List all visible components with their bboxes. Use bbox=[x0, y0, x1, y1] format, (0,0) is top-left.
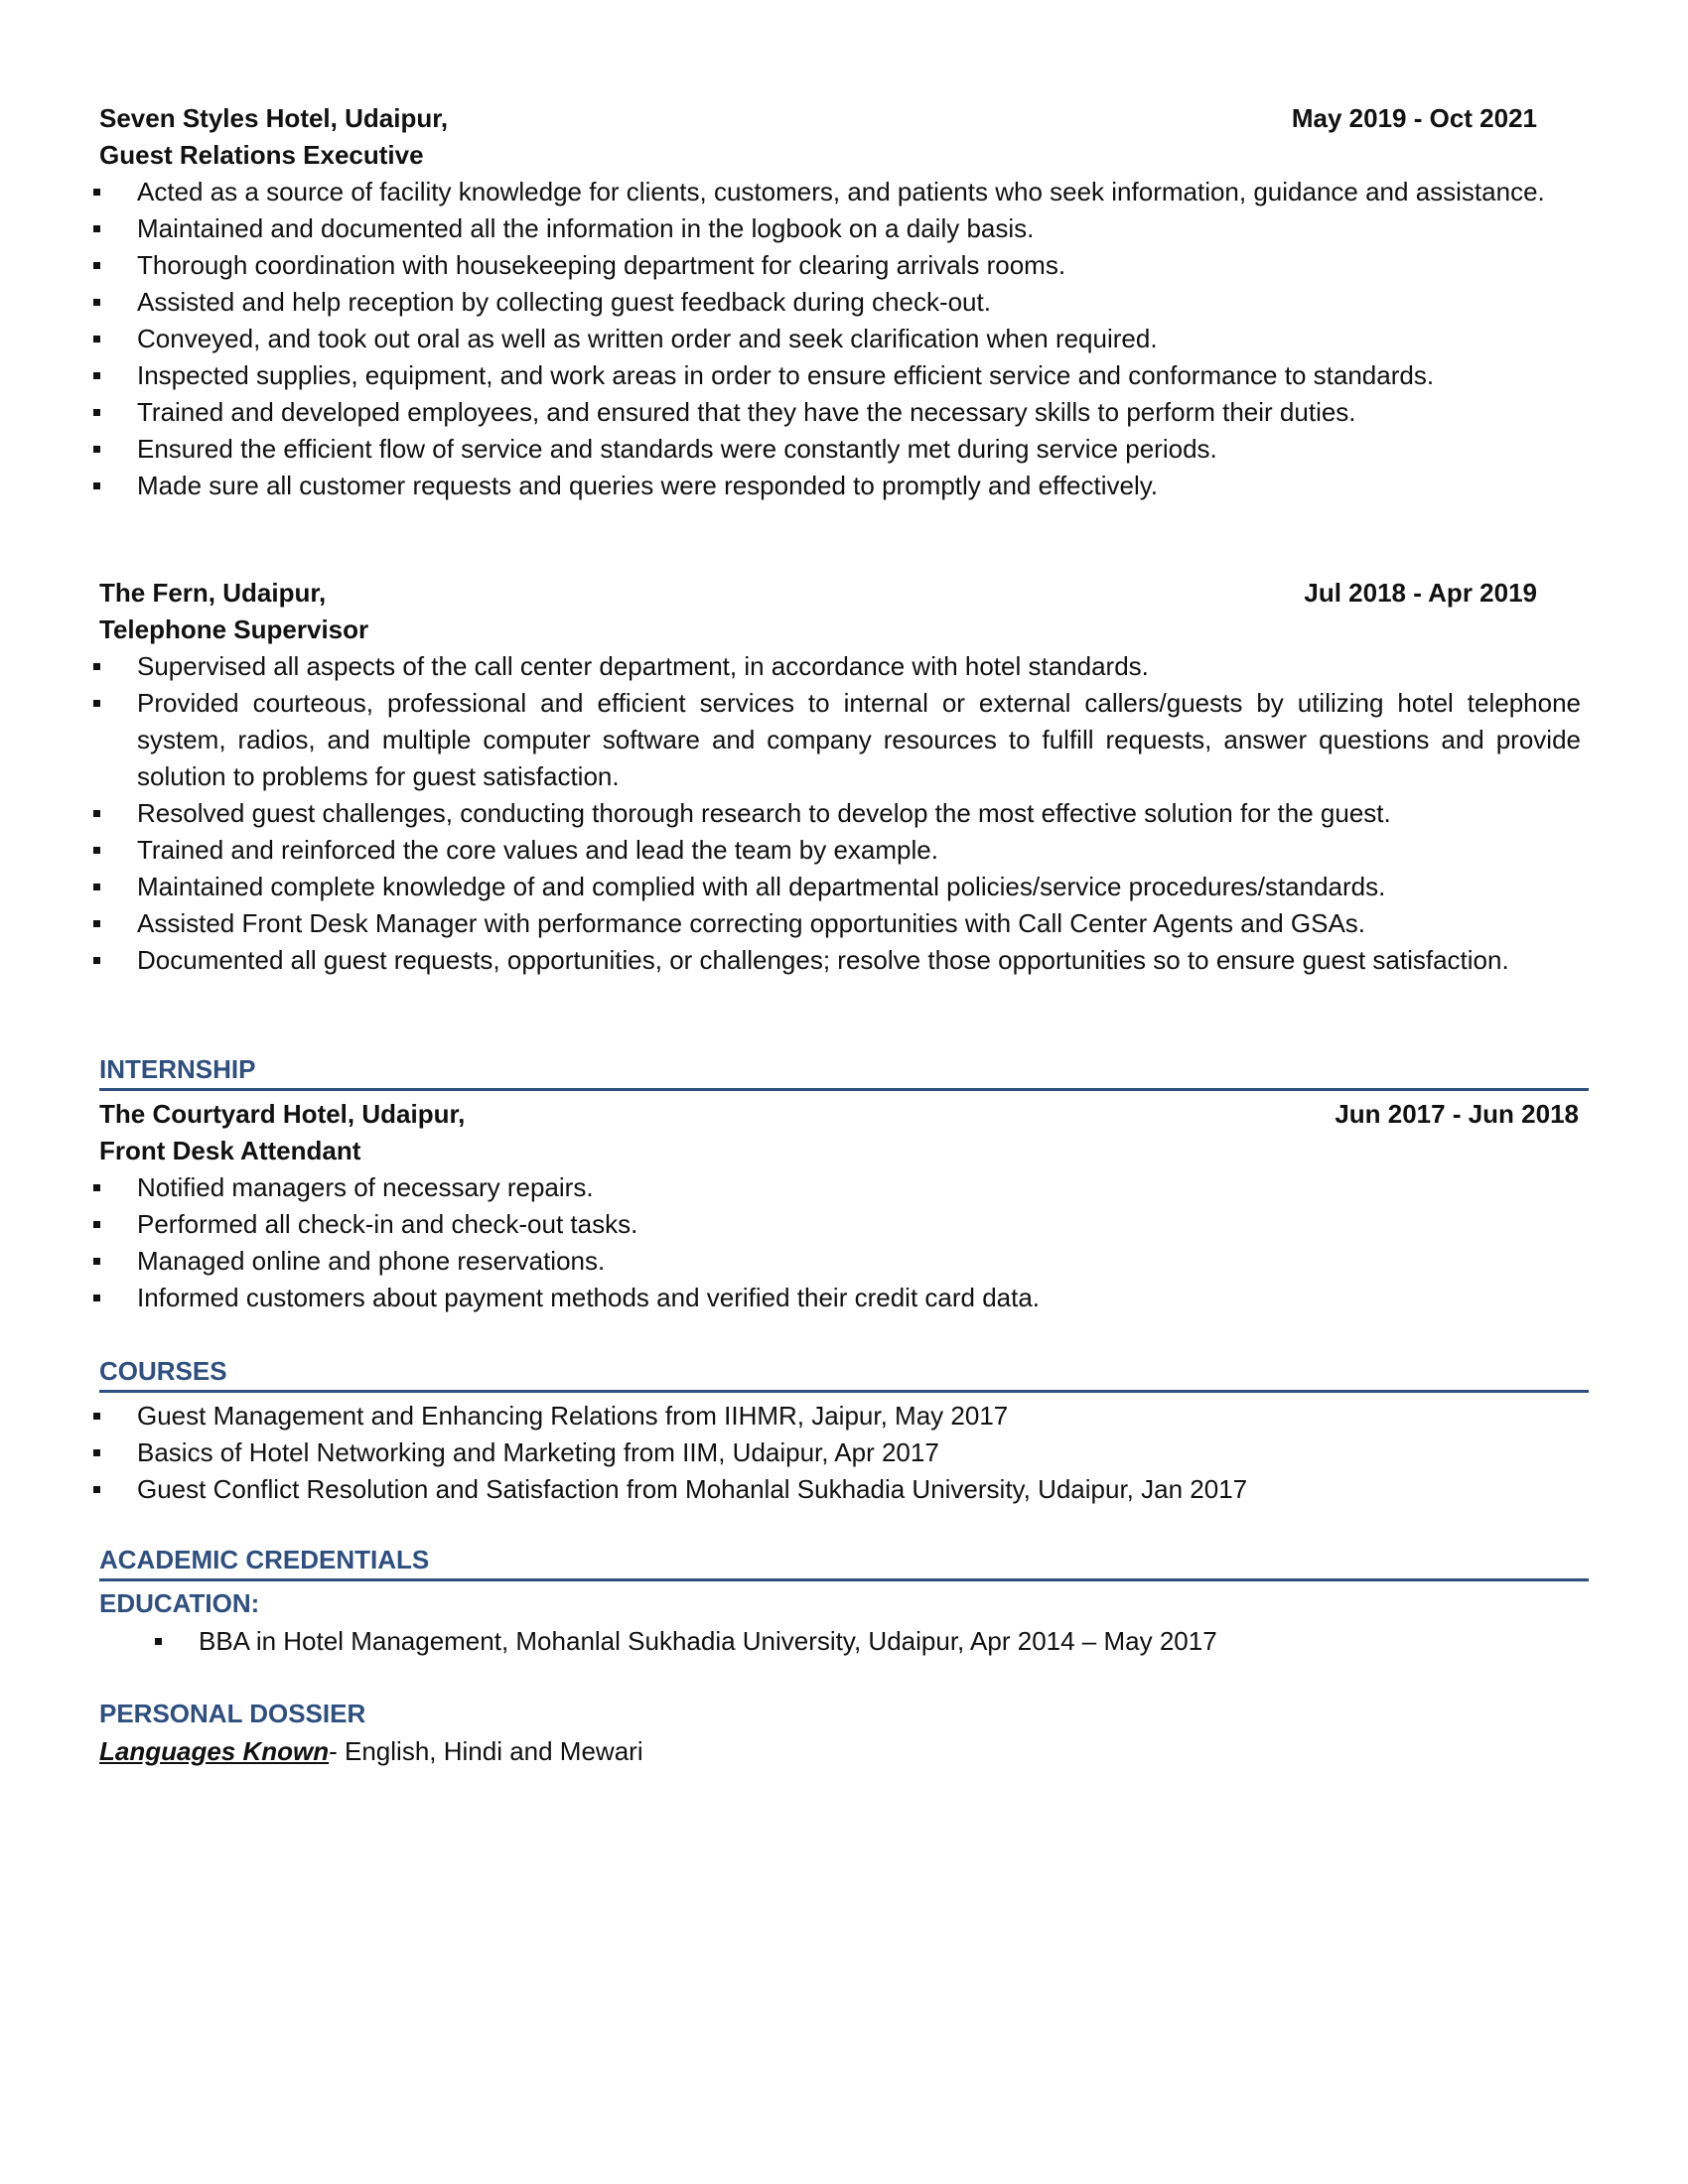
list-item: Provided courteous, professional and efficient services to internal or external callers/guests by utilizing hotel telephone system, radios, and multiple computer software and company resources to fulfill requests, answer questions and provide solution to problems for guest satisfaction. bbox=[99, 685, 1581, 795]
list-item: Managed online and phone reservations. bbox=[99, 1243, 1579, 1280]
list-item: Inspected supplies, equipment, and work areas in order to ensure efficient service and conformance to standards. bbox=[99, 357, 1581, 394]
section-heading-academic: ACADEMIC CREDENTIALS bbox=[99, 1542, 1589, 1581]
employer-name: Seven Styles Hotel, Udaipur, bbox=[99, 103, 449, 133]
list-item: Maintained complete knowledge of and complied with all departmental policies/service procedures/standards. bbox=[99, 869, 1581, 905]
list-item: Assisted Front Desk Manager with performance correcting opportunities with Call Center Agents and GSAs. bbox=[99, 905, 1581, 942]
duty-list bbox=[99, 1169, 1579, 1316]
job-seven-styles bbox=[99, 100, 1537, 174]
duty-list bbox=[99, 174, 1581, 504]
education-label: EDUCATION: bbox=[99, 1588, 260, 1618]
job-dates: Jun 2017 - Jun 2018 bbox=[1335, 1099, 1579, 1129]
job-title: Guest Relations Executive bbox=[99, 140, 424, 170]
list-item: Documented all guest requests, opportunities, or challenges; resolve those opportunities so to ensure guest satisfaction. bbox=[99, 942, 1581, 979]
list-item: Acted as a source of facility knowledge for clients, customers, and patients who seek information, guidance and assistance. bbox=[99, 174, 1581, 210]
section-heading-internship: INTERNSHIP bbox=[99, 1051, 1589, 1091]
courses-list bbox=[99, 1398, 1581, 1508]
list-item: Guest Conflict Resolution and Satisfaction from Mohanlal Sukhadia University, Udaipur, Jan 2017 bbox=[99, 1471, 1581, 1508]
list-item: BBA in Hotel Management, Mohanlal Sukhadia University, Udaipur, Apr 2014 – May 2017 bbox=[161, 1623, 1452, 1660]
list-item: Ensured the efficient flow of service and standards were constantly met during service periods. bbox=[99, 431, 1581, 468]
list-item: Thorough coordination with housekeeping department for clearing arrivals rooms. bbox=[99, 247, 1581, 284]
section-heading-courses: COURSES bbox=[99, 1353, 1589, 1393]
list-item: Notified managers of necessary repairs. bbox=[99, 1169, 1579, 1206]
job-the-fern-duties bbox=[99, 648, 1581, 979]
section-heading-personal: PERSONAL DOSSIER bbox=[99, 1699, 366, 1728]
education-list bbox=[161, 1623, 1452, 1660]
job-title: Front Desk Attendant bbox=[99, 1136, 361, 1165]
job-dates: May 2019 - Oct 2021 bbox=[1291, 103, 1537, 133]
job-dates: Jul 2018 - Apr 2019 bbox=[1304, 578, 1537, 608]
list-item: Assisted and help reception by collecting guest feedback during check-out. bbox=[99, 284, 1581, 321]
list-item: Guest Management and Enhancing Relations from IIHMR, Jaipur, May 2017 bbox=[99, 1398, 1581, 1434]
list-item: Resolved guest challenges, conducting thorough research to develop the most effective solution for the guest. bbox=[99, 795, 1581, 832]
education-list-block bbox=[161, 1623, 1452, 1660]
job-seven-styles-duties bbox=[99, 174, 1581, 504]
job-title: Telephone Supervisor bbox=[99, 614, 369, 644]
employer-name: The Fern, Udaipur, bbox=[99, 578, 327, 608]
courses-list-block bbox=[99, 1398, 1581, 1508]
list-item: Maintained and documented all the information in the logbook on a daily basis. bbox=[99, 210, 1581, 247]
list-item: Performed all check-in and check-out tasks. bbox=[99, 1206, 1579, 1243]
list-item: Trained and reinforced the core values and lead the team by example. bbox=[99, 832, 1581, 869]
list-item: Informed customers about payment methods and verified their credit card data. bbox=[99, 1280, 1579, 1316]
employer-name: The Courtyard Hotel, Udaipur, bbox=[99, 1099, 466, 1129]
internship-entry bbox=[99, 1096, 1579, 1316]
job-header bbox=[99, 575, 1537, 612]
languages-value: - English, Hindi and Mewari bbox=[329, 1736, 643, 1766]
duty-list bbox=[99, 648, 1581, 979]
list-item: Supervised all aspects of the call center department, in accordance with hotel standards. bbox=[99, 648, 1581, 685]
job-header bbox=[99, 100, 1537, 137]
list-item: Trained and developed employees, and ensured that they have the necessary skills to perform their duties. bbox=[99, 394, 1581, 431]
list-item: Conveyed, and took out oral as well as written order and seek clarification when required. bbox=[99, 321, 1581, 357]
list-item: Made sure all customer requests and queries were responded to promptly and effectively. bbox=[99, 468, 1581, 504]
job-the-fern bbox=[99, 575, 1537, 648]
list-item: Basics of Hotel Networking and Marketing from IIM, Udaipur, Apr 2017 bbox=[99, 1434, 1581, 1471]
languages-line bbox=[99, 1733, 643, 1770]
job-header bbox=[99, 1096, 1579, 1133]
languages-label: Languages Known bbox=[99, 1736, 330, 1766]
